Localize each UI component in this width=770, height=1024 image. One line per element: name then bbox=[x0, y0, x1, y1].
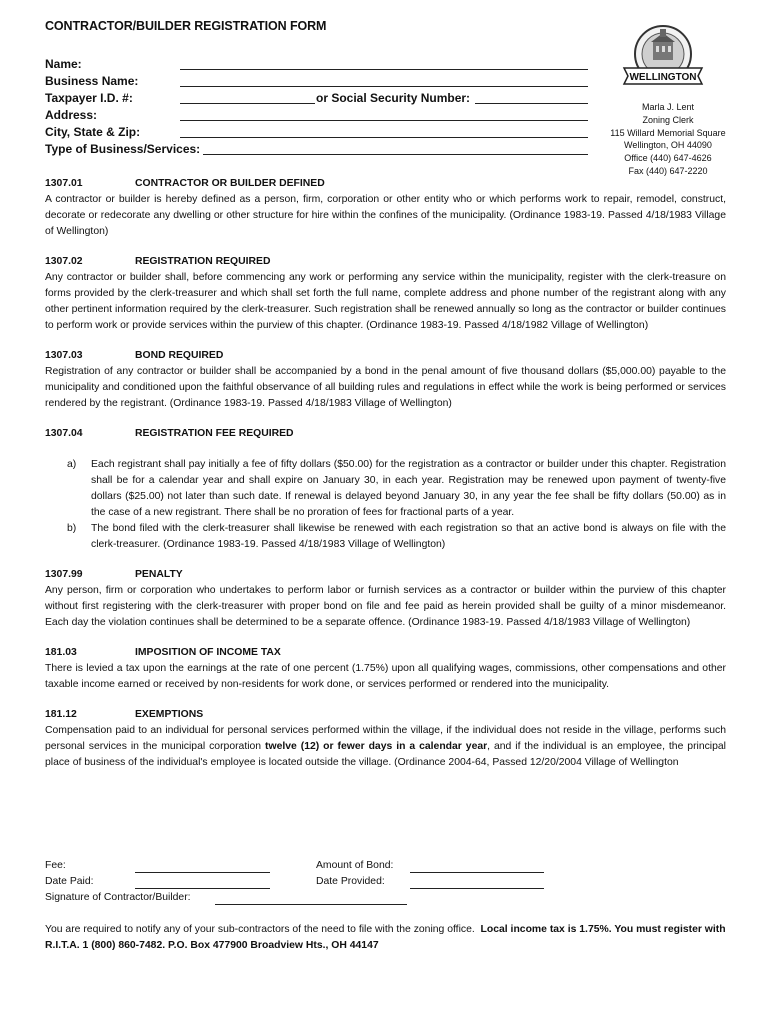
section-heading: REGISTRATION FEE REQUIRED bbox=[135, 428, 294, 439]
city-state-zip-field[interactable] bbox=[180, 137, 588, 138]
fee-item-b bbox=[45, 521, 726, 553]
section-1307-02 bbox=[45, 254, 726, 334]
date-paid-field[interactable] bbox=[135, 888, 270, 889]
business-type-label: Type of Business/Services: bbox=[45, 142, 201, 156]
section-number: 1307.03 bbox=[45, 350, 83, 361]
seal-banner-text: WELLINGTON bbox=[629, 72, 697, 83]
ssn-label: or Social Security Number: bbox=[316, 91, 471, 105]
item-text: The bond filed with the clerk-treasurer shall likewise be renewed with each registration so that an active bond is always on file with the clerk-treasurer. (Ordinance 1983-19. Passed 4/18/1983 Village of Wellington) bbox=[91, 523, 726, 550]
section-1307-99 bbox=[45, 567, 726, 631]
section-heading: BOND REQUIRED bbox=[135, 350, 224, 361]
section-1307-01 bbox=[45, 176, 726, 240]
section-number: 181.03 bbox=[45, 647, 77, 658]
address-field[interactable] bbox=[180, 120, 588, 121]
taxpayer-id-field[interactable] bbox=[180, 103, 315, 104]
fee-field[interactable] bbox=[135, 872, 270, 873]
contact-role: Zoning Clerk bbox=[642, 114, 694, 125]
section-heading: EXEMPTIONS bbox=[135, 709, 204, 720]
section-number: 1307.99 bbox=[45, 569, 83, 580]
business-name-label: Business Name: bbox=[45, 74, 139, 88]
amount-of-bond-label: Amount of Bond: bbox=[316, 860, 394, 871]
section-number: 1307.02 bbox=[45, 256, 83, 267]
contact-city: Wellington, OH 44090 bbox=[624, 140, 712, 151]
section-body: Any contractor or builder shall, before commencing any work or performing any service within the municipality, register with the clerk-treasure on forms provided by the clerk-treasurer and which shall set forth the full name, complete address and phone number of the registrant along with any other pertinent information required by the clerk-treasurer. Such registration shall be renewed annually so long as the contractor or builder continues to perform work or provide services within the purview of this chapter. (Ordinance 1983-19. Passed 4/18/1982 Village of Wellington) bbox=[45, 272, 726, 331]
section-body: A contractor or builder is hereby defined as a person, firm, corporation or other entity who or which performs work to repair, remodel, construct, decorate or redecorate any dwelling or other structure for hire within the confines of the municipality. (Ordinance 1983-19. Passed 4/18/1983 Village of Wellington) bbox=[45, 194, 726, 237]
city-state-zip-label: City, State & Zip: bbox=[45, 125, 141, 139]
section-heading: REGISTRATION REQUIRED bbox=[135, 256, 271, 267]
date-provided-field[interactable] bbox=[410, 888, 544, 889]
amount-of-bond-field[interactable] bbox=[410, 872, 544, 873]
date-provided-label: Date Provided: bbox=[316, 876, 385, 887]
item-letter: a) bbox=[67, 459, 77, 470]
business-type-field[interactable] bbox=[203, 154, 588, 155]
rita-notice bbox=[45, 922, 726, 954]
contact-street: 115 Willard Memorial Square bbox=[610, 127, 726, 138]
signature-label: Signature of Contractor/Builder: bbox=[45, 892, 191, 903]
address-label: Address: bbox=[45, 108, 98, 122]
date-paid-label: Date Paid: bbox=[45, 876, 94, 887]
section-1307-03 bbox=[45, 348, 726, 412]
section-heading: CONTRACTOR OR BUILDER DEFINED bbox=[135, 178, 325, 189]
notice-text: You are required to notify any of your sub-contractors of the need to file with the zoning office. bbox=[45, 924, 475, 935]
signature-field[interactable] bbox=[215, 904, 407, 905]
taxpayer-id-label: Taxpayer I.D. #: bbox=[45, 91, 133, 105]
section-181-03 bbox=[45, 645, 726, 693]
section-body: Any person, firm or corporation who undertakes to perform labor or furnish services as a contractor or builder within the purview of this chapter without first registering with the clerk-treasurer with proper bond on file and fee paid as herein provided shall be guilty of a minor misdemeanor. Each day the violation continues shall be determined to be a separate offence. (Ordinance 1983-19. Passed 4/18/1983 Village of Wellington) bbox=[45, 585, 726, 628]
item-text: Each registrant shall pay initially a fee of fifty dollars ($50.00) for the registration as a contractor or builder under this chapter. Registration shall be for a calendar year and shall expire on January 30, in each year. Registration may be renewed upon payment of twenty-five dollars ($25.00) not later than such date. If renewal is delayed beyond January 30, in any year the fee shall be fifty dollars (50.00) as in the case of a new registrant. There shall be no proration of fees for fractional parts of a year. bbox=[91, 459, 726, 518]
business-name-field[interactable] bbox=[180, 86, 588, 87]
fee-item-a bbox=[45, 457, 726, 521]
section-181-12 bbox=[45, 707, 726, 771]
section-body: There is levied a tax upon the earnings at the rate of one percent (1.75%) upon all qualifying wages, commissions, other compensations and other taxable income earned or received by non-residents for work done, or services performed or rendered into the municipality. bbox=[45, 663, 726, 690]
contact-name: Marla J. Lent bbox=[641, 102, 695, 112]
section-body: Registration of any contractor or builder shall be accompanied by a bond in the penal amount of five thousand dollars ($5,000.00) payable to the municipality and conditioned upon the faithful observance of all building rules and regulations in effect while the work is being performed or services rendered by the registrant. (Ordinance 1983-19. Passed 4/18/1983 Village of Wellington) bbox=[45, 366, 726, 409]
contact-block bbox=[600, 101, 736, 178]
section-number: 181.12 bbox=[45, 709, 77, 720]
section-heading: IMPOSITION OF INCOME TAX bbox=[135, 647, 281, 658]
ssn-field[interactable] bbox=[475, 103, 588, 104]
section-number: 1307.01 bbox=[45, 178, 83, 189]
wellington-seal-logo bbox=[620, 24, 706, 96]
contact-office-phone: Office (440) 647-4626 bbox=[624, 153, 712, 164]
name-field[interactable] bbox=[180, 69, 588, 70]
form-title: CONTRACTOR/BUILDER REGISTRATION FORM bbox=[45, 19, 327, 33]
exemption-days-emphasis: twelve (12) or fewer days in a calendar year bbox=[265, 741, 488, 752]
fee-label: Fee: bbox=[45, 860, 66, 871]
name-label: Name: bbox=[45, 57, 82, 71]
notice-bold-text: Local income tax is 1.75%. You must register with R.I.T.A. 1 (800) 860-7482. P.O. Box 477900 Broadview Hts., OH 44147 bbox=[45, 924, 726, 951]
ordinance-sections bbox=[45, 176, 726, 785]
section-1307-04 bbox=[45, 426, 726, 553]
section-number: 1307.04 bbox=[45, 428, 83, 439]
section-heading: PENALTY bbox=[135, 569, 183, 580]
section-body: Compensation paid to an individual for personal services performed within the village, if the individual does not reside in the village, performs such personal services in the municipal corporation twelve (12) or fewer days in a calendar year, and if the individual is an employee, the principal place of business of the individual's employee is located outside the village. (Ordinance 2004-64, Passed 12/20/2004 Village of Wellington bbox=[45, 725, 726, 768]
item-letter: b) bbox=[67, 523, 77, 534]
contact-fax: Fax (440) 647-2220 bbox=[628, 165, 708, 176]
